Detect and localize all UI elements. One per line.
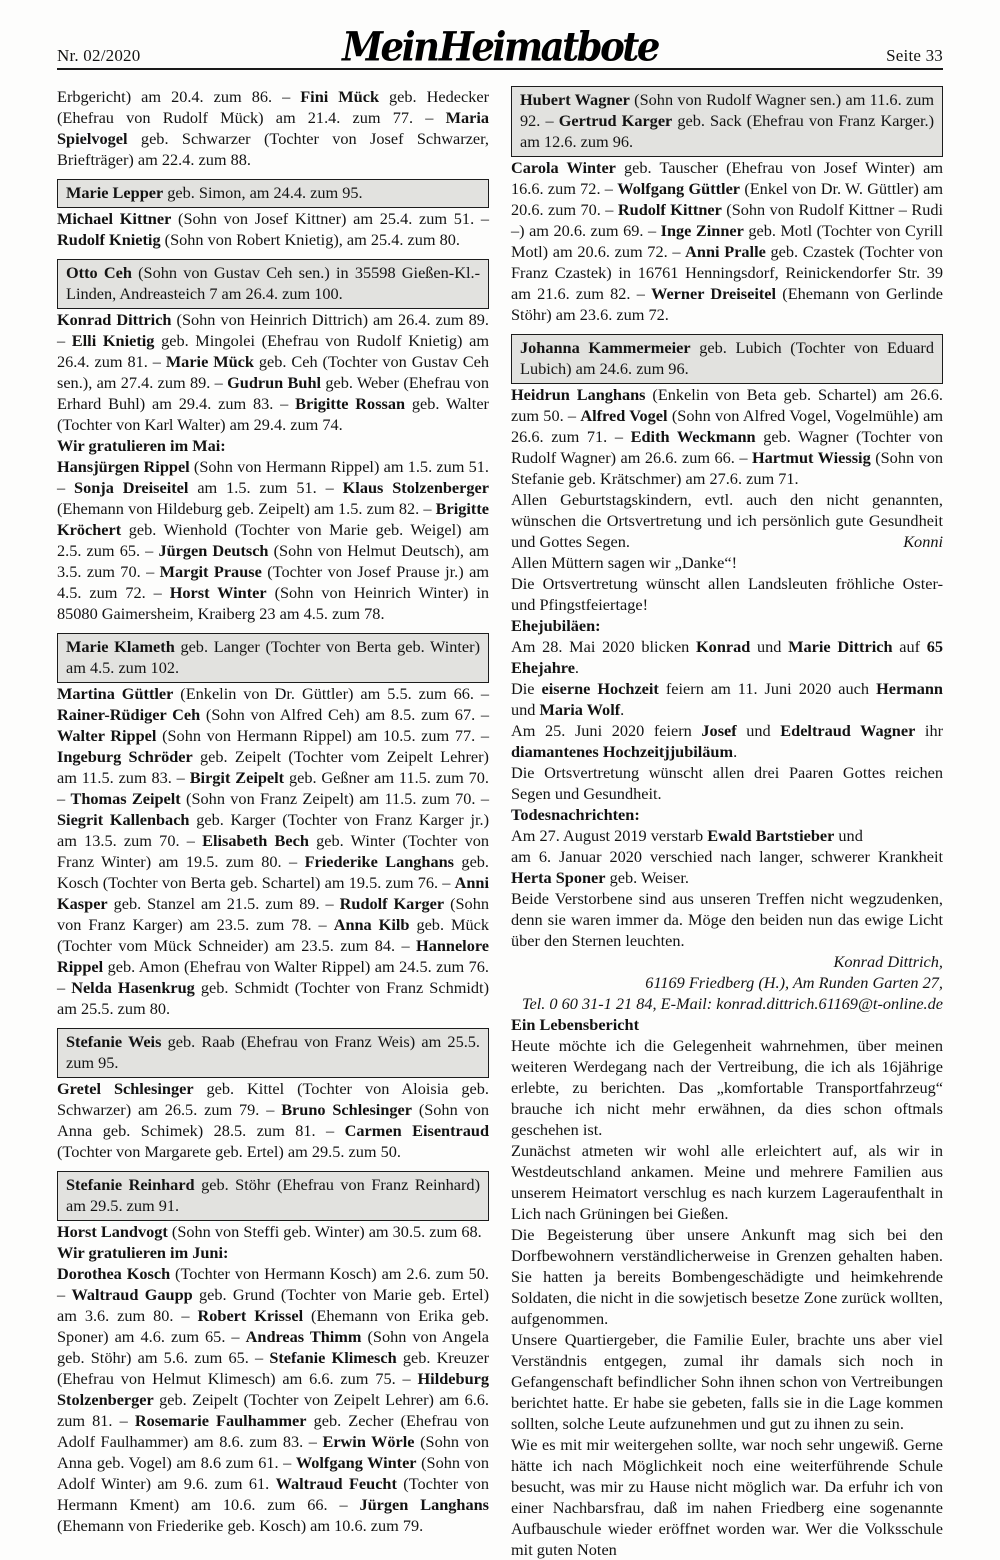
right-column — [511, 86, 943, 1560]
boxed-entry: Stefanie Reinhard geb. Stöhr (Ehefrau von Franz Reinhard) am 29.5. zum 91. — [57, 1171, 489, 1221]
paragraph: Beide Verstorbene sind aus unseren Treffen nicht wegzudenken, denn sie waren immer da. Möge den beiden nun das ewige Licht über den Sternen leuchten. — [511, 889, 943, 950]
paragraph: Am 27. August 2019 verstarb Ewald Bartstieber und am 6. Januar 2020 verschied nach langer, schwerer Krankheit Herta Sponer geb. Weiser. — [511, 826, 943, 887]
boxed-entry: Stefanie Weis geb. Raab (Ehefrau von Franz Weis) am 25.5. zum 95. — [57, 1028, 489, 1078]
paragraph: Hansjürgen Rippel (Sohn von Hermann Rippel) am 1.5. zum 51. – Sonja Dreiseitel am 1.5. zum 51. – Klaus Stolzenberger (Ehemann von Hildeburg geb. Zeipelt) am 1.5. zum 82. – Brigitte Kröchert geb. Wienhold (Tochter von Marie geb. Weigel) am 2.5. zum 65. – Jürgen Deutsch (Sohn von Helmut Deutsch), am 3.5. zum 70. – Margit Prause (Tochter von Josef Prause jr.) am 4.5. zum 72. – Horst Winter (Sohn von Heinrich Winter) in 85080 Gaimersheim, Kraiberg 23 am 4.5. zum 78. — [57, 457, 489, 623]
paragraph: Wie es mit mir weitergehen sollte, war noch sehr ungewiß. Gerne hätte ich nach Möglichkeit noch eine weiterführende Schule besucht, was mir zu Hause nicht möglich war. Da erfuhr ich von einer Nachbarsfrau, daß im nahen Friedberg eine sogenannte Aufbauschule wieder eröffnet worden war. Wer die Volksschule mit guten Noten — [511, 1435, 943, 1559]
two-column-body — [57, 70, 943, 1560]
paragraph: Dorothea Kosch (Tochter von Hermann Kosch) am 2.6. zum 50. – Waltraud Gaupp geb. Grund (Tochter von Marie geb. Ertel) am 3.6. zum 80. – Robert Krissel (Ehemann von Erika geb. Sponer) am 4.6. zum 65. – Andreas Thimm (Sohn von Angela geb. Stöhr) am 5.6. zum 65. – Stefanie Klimesch geb. Kreuzer (Ehefrau von Helmut Klimesch) am 6.6. zum 75. – Hildeburg Stolzenberger geb. Zeipelt (Tochter von Zeipelt Lehrer) am 6.6. zum 81. – Rosemarie Faulhammer geb. Zecher (Ehefrau von Adolf Faulhammer) am 8.6. zum 83. – Erwin Wörle (Sohn von Anna geb. Vogel) am 8.6 zum 61. – Wolfgang Winter (Sohn von Adolf Winter) am 9.6. zum 61. Waltraud Feucht (Tochter von Hermann Kment) am 10.6. zum 66. – Jürgen Langhans (Ehemann von Friederike geb. Kosch) am 10.6. zum 79. — [57, 1264, 490, 1535]
paragraph: Konrad Dittrich (Sohn von Heinrich Dittrich) am 26.4. zum 89. – Elli Knietig geb. Mingolei (Ehefrau von Rudolf Knietig) am 26.4. zum 81. – Marie Mück geb. Ceh (Tochter von Gustav Ceh sen.), am 27.4. zum 89. – Gudrun Buhl geb. Weber (Ehefrau von Erhard Buhl) am 29.4. zum 83. – Brigitte Rossan geb. Walter (Tochter von Karl Walter) am 29.4. zum 74. — [57, 310, 489, 434]
page-header — [57, 22, 943, 70]
issue-number: Nr. 02/2020 — [57, 46, 141, 65]
signature-line: Konrad Dittrich, — [833, 952, 943, 971]
paragraph: Heidrun Langhans (Enkelin von Beta geb. Schartel) am 26.6. zum 50. – Alfred Vogel (Sohn von Alfred Vogel, Vogelmühle) am 26.6. zum 71. – Edith Weckmann geb. Wagner (Tochter von Rudolf Wagner) am 26.6. zum 66. – Hartmut Wiessig (Sohn von Stefanie geb. Krätschmer) am 27.6. zum 71. — [511, 385, 944, 488]
section-heading: Ehejubiläen: — [511, 616, 601, 635]
masthead-title: Mein Heimatbote — [342, 22, 658, 70]
paragraph: Am 28. Mai 2020 blicken Konrad und Marie Dittrich auf 65 Ehejahre. — [511, 637, 943, 677]
boxed-entry: Marie Klameth geb. Langer (Tochter von Berta geb. Winter) am 4.5. zum 102. — [57, 633, 489, 683]
boxed-entry: Johanna Kammermeier geb. Lubich (Tochter von Eduard Lubich) am 24.6. zum 96. — [511, 334, 943, 384]
paragraph: Die Ortsvertretung wünscht allen Landsleuten fröhliche Oster- und Pfingstfeiertage! — [511, 574, 943, 614]
paragraph: Die Begeisterung über unsere Ankunft mag sich bei den Dorfbewohnern verständlicherweise in Grenzen gehalten haben. Sie hatten ja bereits Bombengeschädigte und heimkehrende Soldaten, die nicht in die sowjetisch besetze Zone zurück wollten, aufgenommen. — [511, 1225, 943, 1328]
signature-line: Tel. 0 60 31-1 21 84, E-Mail: konrad.dittrich.61169@t-online.de — [521, 994, 943, 1013]
paragraph: Carola Winter geb. Tauscher (Ehefrau von Josef Winter) am 16.6. zum 72. – Wolfgang Güttler (Enkel von Dr. W. Güttler) am 20.6. zum 70. – Rudolf Kittner (Sohn von Rudolf Kittner – Rudi –) am 20.6. zum 69. – Inge Zinner geb. Motl (Tochter von Cyrill Motl) am 20.6. zum 72. – Anni Pralle geb. Czastek (Tochter von Franz Czastek) in 16761 Henningsdorf, Reinickendorfer Str. 39 am 21.6. zum 82. – Werner Dreiseitel (Ehemann von Gerlinde Stöhr) am 23.6. zum 72. — [511, 158, 944, 324]
signature-line: 61169 Friedberg (H.), Am Runden Garten 27, — [645, 973, 943, 992]
paragraph: Erbgericht) am 20.4. zum 86. – Fini Mück geb. Hedecker (Ehefrau von Rudolf Mück) am 21.4. zum 77. – Maria Spielvogel geb. Schwarzer (Tochter von Josef Schwarzer, Briefträger) am 22.4. zum 88. — [57, 87, 489, 169]
boxed-entry: Marie Lepper geb. Simon, am 24.4. zum 95. — [57, 179, 489, 208]
paragraph: Zunächst atmeten wir wohl alle erleichtert auf, als wir in Westdeutschland ankamen. Meine und mehrere Familien aus unserem Heimatort verschlug es nach kurzem Lageraufenthalt in Lich nach Grüningen bei Gießen. — [511, 1141, 943, 1223]
paragraph: Gretel Schlesinger geb. Kittel (Tochter von Aloisia geb. Schwarzer) am 26.5. zum 79. – Bruno Schlesinger (Sohn von Anna geb. Schimek) 28.5. zum 81. – Carmen Eisentraud (Tochter von Margarete geb. Ertel) am 29.5. zum 50. — [57, 1079, 489, 1161]
section-heading: Wir gratulieren im Juni: — [57, 1243, 229, 1262]
page-number: Seite 33 — [886, 46, 943, 65]
paragraph: Die eiserne Hochzeit feiern am 11. Juni 2020 auch Hermann und Maria Wolf. — [511, 679, 943, 719]
section-heading: Wir gratulieren im Mai: — [57, 436, 226, 455]
boxed-entry: Hubert Wagner (Sohn von Rudolf Wagner sen.) am 11.6. zum 92. – Gertrud Karger geb. Sack (Ehefrau von Franz Karger.) am 12.6. zum 96. — [511, 86, 943, 157]
paragraph: Heute möchte ich die Gelegenheit wahrnehmen, über meinen weiteren Werdegang nach der Vertreibung, die ich als 16jährige erlebte, zu berichten. Das „komfortable Transportfahrzeug“ brauche ich nicht mehr erwähnen, da dies schon oftmals geschehen ist. — [511, 1036, 943, 1139]
paragraph: Michael Kittner (Sohn von Josef Kittner) am 25.4. zum 51. – Rudolf Knietig (Sohn von Robert Knietig), am 25.4. zum 80. — [57, 209, 489, 249]
paragraph: Am 25. Juni 2020 feiern Josef und Edeltraud Wagner ihr diamantenes Hochzeitjjubiläum. — [511, 721, 944, 761]
paragraph: Martina Güttler (Enkelin von Dr. Güttler) am 5.5. zum 66. – Rainer-Rüdiger Ceh (Sohn von Alfred Ceh) am 8.5. zum 67. – Walter Rippel (Sohn von Hermann Rippel) am 10.5. zum 77. – Ingeburg Schröder geb. Zeipelt (Tochter vom Zeipelt Lehrer) am 11.5. zum 83. – Birgit Zeipelt geb. Geßner am 11.5. zum 70. – Thomas Zeipelt (Sohn von Franz Zeipelt) am 11.5. zum 70. – Siegrit Kallenbach geb. Karger (Tochter von Franz Karger jr.) am 13.5. zum 70. – Elisabeth Bech geb. Winter (Tochter von Franz Winter) am 19.5. zum 80. – Friederike Langhans geb. Kosch (Tochter von Berta geb. Schartel) am 19.5. zum 76. – Anni Kasper geb. Stanzel am 21.5. zum 89. – Rudolf Karger (Sohn von Franz Karger) am 23.5. zum 78. – Anna Kilb geb. Mück (Tochter vom Mück Schneider) am 23.5. zum 84. – Hannelore Rippel geb. Amon (Ehefrau von Walter Rippel) am 24.5. zum 76. – Nelda Hasenkrug geb. Schmidt (Tochter von Franz Schmidt) am 25.5. zum 80. — [57, 684, 490, 1018]
left-column — [57, 86, 489, 1560]
section-heading: Todesnachrichten: — [511, 805, 640, 824]
signature-block — [511, 951, 943, 1014]
paragraph: Die Ortsvertretung wünscht allen drei Paaren Gottes reichen Segen und Gesundheit. — [511, 763, 943, 803]
paragraph: Unsere Quartiergeber, die Familie Euler, brachte uns aber viel Verständnis entgegen, zumal ihr damals sich noch in Gefangenschaft befindlicher Sohn ihnen schon von Vertreibungen berichtet hatte. Er habe sie gebeten, falls sie in die Lage kommen sollten, solche Leute aufzunehmen und gut zu ihnen zu sein. — [511, 1330, 943, 1433]
section-heading: Ein Lebensbericht — [511, 1015, 640, 1034]
paragraph: Allen Müttern sagen wir „Danke“! — [511, 553, 738, 572]
paragraph: Allen Geburtstagskindern, evtl. auch den nicht genannten, wünschen die Ortsvertretung und ich persönlich gute Gesundheit und Gottes Segen. Konni — [511, 490, 943, 551]
boxed-entry: Otto Ceh (Sohn von Gustav Ceh sen.) in 35598 Gießen-Kl.-Linden, Andreasteich 7 am 26.4. zum 100. — [57, 259, 489, 309]
paragraph: Horst Landvogt (Sohn von Steffi geb. Winter) am 30.5. zum 68. — [57, 1222, 482, 1241]
